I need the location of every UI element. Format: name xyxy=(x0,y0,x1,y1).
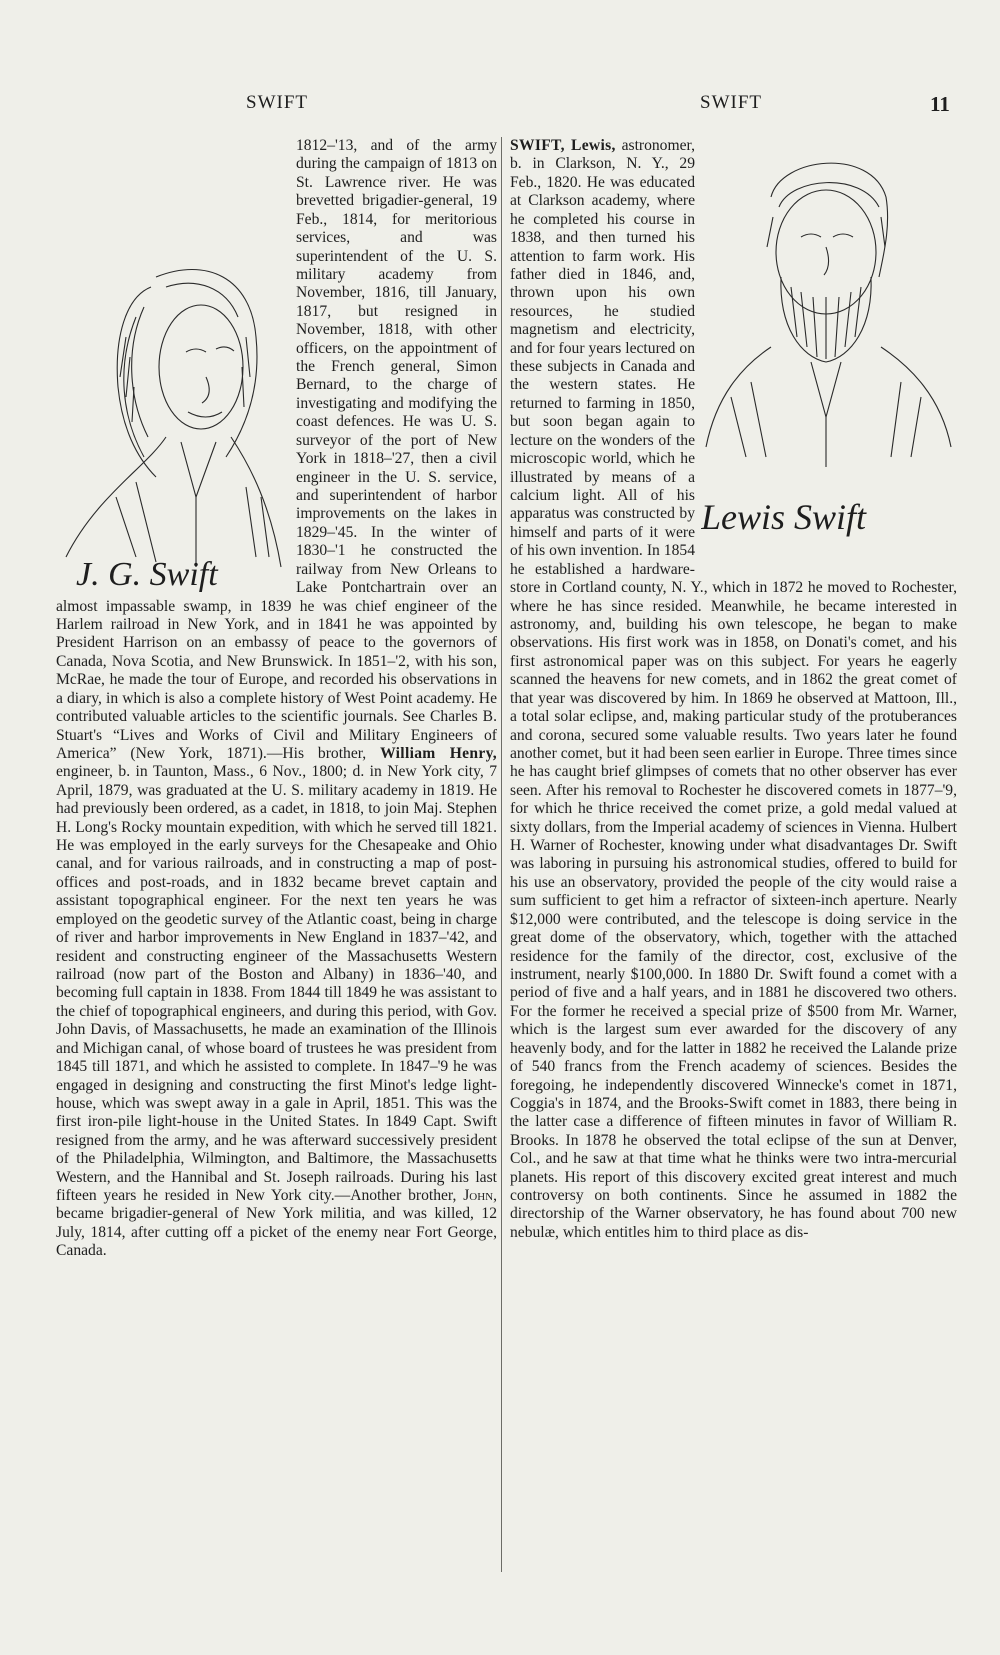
column-divider xyxy=(501,137,502,1572)
portrait-joseph-g-swift xyxy=(56,137,288,592)
signature-lewis-swift: Lewis Swift xyxy=(701,497,867,537)
right-column xyxy=(510,137,957,1242)
running-head-left: SWIFT xyxy=(246,92,308,113)
name-john: John xyxy=(463,1187,494,1205)
right-text-body: astronomer, b. in Clarkson, N. Y., 29 Feb., 1820. He was educated at Clarkson academy, where he completed his course in 1838, and then turned his attention to farm work. His father died in 1846, and, thrown upon his own resources, he studied magnetism and electricity, and for four years lectured on these subjects in Canada and the western states. He returned to farming in 1850, but soon began again to lecture on the wonders of the microscopic world, which he illustrated by means of a calcium light. All of his apparatus was constructed by himself and parts of it were of his own invention. In 1854 he established a hardware-store in Cortland county, N. Y., which in 1872 he moved to Rochester, where he has since resided. Meanwhile, he became interested in astronomy, and, building his own telescope, he began to make observations. His first work was in 1858, on Donati's comet, and his first astronomical paper was on this subject. For years he eagerly scanned the heavens for new comets, and in 1862 the great comet of that year was discovered by him. In 1869 he observed at Mattoon, Ill., a total solar eclipse, and, making particular study of the protuberances and corona, secured some valuable results. Two years later he found another comet, but it had been seen earlier in Europe. Three times since he has caught brief glimpses of comets that no other observer has ever seen. After his removal to Rochester he discovered comets in 1877–'9, for which he thrice received the comet prize, a gold medal valued at sixty dollars, from the Imperial academy of sciences in Vienna. Hulbert H. Warner of Rochester, knowing under what disadvantages Dr. Swift was laboring in pursuing his astronomical studies, offered to build for his use an observatory, provided the people of the city would raise a sum sufficient to get him a refractor of sixteen-inch aperture. Nearly $12,000 were contributed, and the telescope is doing service in the great dome of the observatory, which, together with the attached residence for the family of the director, cost, exclusive of the instrument, nearly $100,000. In 1880 Dr. Swift found a comet with a period of five and a half years, and in 1881 he discovered two others. For the former he received a special prize of $500 from Mr. Warner, which is the largest sum ever awarded for the discovery of any heavenly body, and for the latter in 1882 he received the Lalande prize of 540 francs from the French academy of sciences. Besides the foregoing, he independently discovered Winnecke's comet in 1871, Coggia's in 1874, and the Brooks-Swift comet in 1883, there being in the latter case a difference of fifteen minutes in favor of William R. Brooks. In 1878 he observed the total eclipse of the sun at Denver, Col., and he saw at that time what he thinks were two intra-mercurial planets. His report of this discovery excited great interest and much controversy on both continents. Since he assumed in 1882 the directorship of the Warner observatory, he has found about 700 new nebulæ, which entitles him to third place as dis- xyxy=(510,137,957,1241)
running-head-right: SWIFT xyxy=(700,92,762,113)
lead-name-swift-lewis: SWIFT, Lewis, xyxy=(510,137,616,154)
left-column xyxy=(56,137,497,1261)
page-number: 11 xyxy=(930,92,950,116)
left-text-part3: , became brigadier-general of New York militia, and was killed, 12 July, 1814, after cutting off a picket of the enemy near Fort George, Canada. xyxy=(56,1187,497,1260)
name-william-henry: William Henry, xyxy=(380,744,498,762)
portrait-lewis-swift xyxy=(701,137,957,567)
left-text-part2: engineer, b. in Taunton, Mass., 6 Nov., 1800; d. in New York city, 7 April, 1879, was graduated at the U. S. military academy in 1819. He had previously been ordered, as a cadet, in 1818, to join Maj. Stephen H. Long's Rocky mountain expedition, with which he served till 1821. He was employed in the early surveys for the Chesapeake and Ohio canal, and for various railroads, and in constructing a map of post-offices and post-roads, and in 1832 became brevet captain and assistant topographical engineer. For the next ten years he was employed on the geodetic survey of the Atlantic coast, being in charge of river and harbor improvements in New England in 1837–'42, and resident and constructing engineer of the Massachusetts Western railroad (now part of the Boston and Albany) in 1836–'40, and becoming full captain in 1838. From 1844 till 1849 he was assistant to the chief of topographical engineers, and during this period, with Gov. John Davis, of Massachusetts, he made an examination of the Illinois and Michigan canal, of whose board of trustees he was president from 1845 till 1871, and which he assisted to complete. In 1847–'9 he was engaged in designing and constructing the first Minot's ledge light-house, which was swept away in a gale in April, 1851. This was the first iron-pile light-house in the United States. In 1849 Capt. Swift resigned from the army, and he was afterward successively president of the Philadelphia, Wilmington, and Baltimore, the Massachusetts Western, and the Hannibal and St. Joseph railroads. During his last fifteen years he resided in New York city.—Another brother, xyxy=(56,763,497,1205)
portrait-engraving xyxy=(56,137,288,592)
left-text-part1: 1812–'13, and of the army during the campaign of 1813 on St. Lawrence river. He was brevetted brigadier-general, 19 Feb., 1814, for meritorious services, and was superintendent of the U. S. military academy from November, 1816, till January, 1817, but resigned in November, 1818, with other officers, on the appointment of the French general, Simon Bernard, to the charge of investigating and modifying the coast defences. He was U. S. surveyor of the port of New York in 1818–'27, then a civil engineer in the U. S. service, and superintendent of harbor improvements on the lakes in 1829–'45. In the winter of 1830–'1 he constructed the railway from New Orleans to Lake Pontchartrain over an almost impassable swamp, in 1839 he was chief engineer of the Harlem railroad in New York, and in 1841 he was appointed by President Harrison on an embassy of peace to the governors of Canada, Nova Scotia, and New Brunswick. In 1851–'2, with his son, McRae, he made the tour of Europe, and recorded his observations in a diary, in which is also a complete history of West Point academy. He contributed valuable articles to the scientific journals. See Charles B. Stuart's “Lives and Works of Civil and Military Engineers of America” (New York, 1871).—His brother, xyxy=(56,137,497,762)
signature-j-g-swift: J. G. Swift xyxy=(76,556,218,592)
portrait-engraving xyxy=(701,137,957,567)
